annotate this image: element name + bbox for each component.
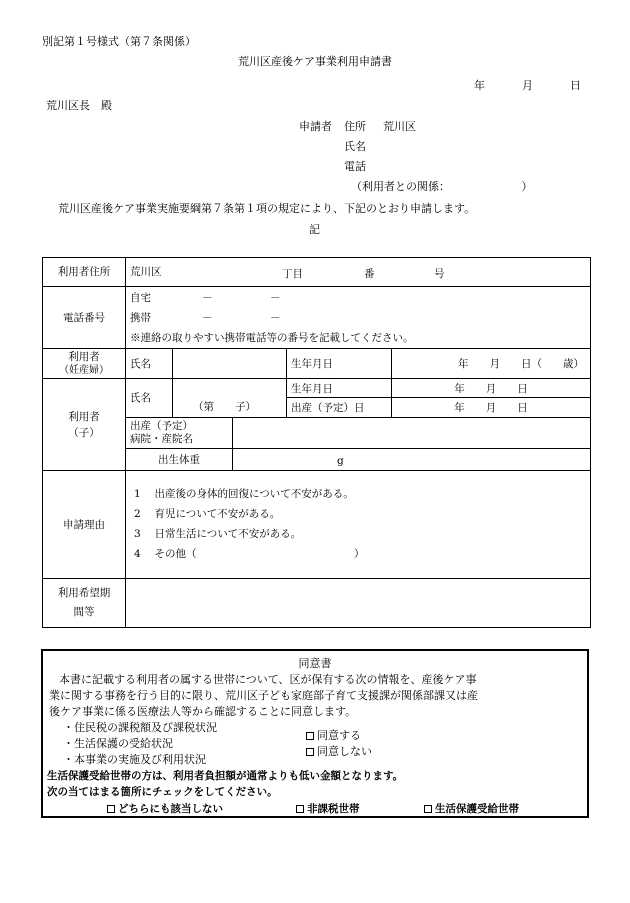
period-label-line2: 間等 (73, 605, 95, 618)
ki-mark: 記 (309, 223, 320, 236)
child-order: （第 子） (193, 400, 256, 413)
address-field[interactable] (126, 258, 591, 287)
mother-name-input[interactable] (173, 349, 287, 379)
option-welfare[interactable] (424, 804, 519, 815)
child-name-label: 氏名 (126, 378, 173, 417)
consent-item-usage: ・本事業の実施及び利用状況 (63, 753, 206, 766)
weight-unit: g (337, 454, 344, 467)
consent-body-3: 後ケア事業に係る医療法人等から確認することに同意します。 (49, 705, 357, 718)
applicant-phone-label: 電話 (344, 160, 366, 173)
form-id: 別記第１号様式（第７条関係） (42, 35, 196, 48)
address-go: 号 (434, 268, 445, 280)
period-label (43, 578, 126, 627)
addressee: 荒川区長 殿 (46, 99, 112, 112)
mother-label-line1: 利用者 (68, 350, 100, 363)
phone-mobile-dash-1: － (202, 312, 213, 325)
phone-field[interactable] (126, 286, 591, 349)
consent-box (41, 649, 589, 818)
option-nontax-label: 非課税世帯 (307, 803, 360, 815)
phone-home-dash-1: － (202, 292, 213, 305)
weight-label: 出生体重 (126, 448, 233, 471)
mother-name-label: 氏名 (126, 349, 173, 379)
date-day: 日 (570, 79, 581, 92)
consent-body-2: 業に関する事務を行う目的に限り、荒川区子ども家庭部子育て支援課が関係部課又は産 (49, 689, 478, 702)
reason-row (43, 471, 591, 579)
child-label-line2: （子） (68, 426, 100, 439)
intro-text: 荒川区産後ケア事業実施要綱第７条第１項の規定により、下記のとおり申請します。 (58, 202, 476, 215)
disagree-option[interactable] (306, 746, 372, 757)
hospital-label (126, 417, 233, 448)
notice-line-2: 次の当てはまる箇所にチェックをしてください。 (47, 786, 278, 798)
application-table (42, 257, 591, 628)
agree-option[interactable] (306, 730, 361, 741)
period-row (43, 578, 591, 627)
consent-item-welfare: ・生活保護の受給状況 (63, 737, 173, 750)
mother-label (43, 349, 126, 379)
date-month: 月 (522, 79, 533, 92)
notice-line-1: 生活保護受給世帯の方は、利用者負担額が通常よりも低い金額となります。 (47, 770, 404, 782)
child-label-line1: 利用者 (68, 410, 100, 423)
option-none[interactable] (107, 804, 223, 815)
phone-home-dash-2: － (270, 292, 281, 305)
child-name-input[interactable] (173, 378, 287, 417)
mother-dob-label: 生年月日 (287, 349, 392, 379)
phone-label: 電話番号 (43, 286, 126, 349)
period-label-line1: 利用希望期 (57, 586, 111, 599)
reason-item-1[interactable]: 1 出産後の身体的回復について不安がある。 (134, 488, 354, 501)
option-welfare-label: 生活保護受給世帯 (435, 803, 519, 815)
option-nontax[interactable] (296, 804, 360, 815)
reason-label: 申請理由 (43, 471, 126, 579)
address-label: 利用者住所 (43, 258, 126, 287)
phone-mobile-dash-2: － (270, 312, 281, 325)
agree-checkbox[interactable] (306, 732, 314, 740)
child-row-1 (43, 378, 591, 397)
child-row-3 (43, 417, 591, 448)
reason-item-2[interactable]: 2 育児について不安がある。 (134, 508, 281, 521)
address-row (43, 258, 591, 287)
option-welfare-checkbox[interactable] (424, 805, 432, 813)
reason-list (126, 471, 591, 579)
mother-dob-input[interactable]: 年 月 日（ 歳） (392, 349, 591, 379)
applicant-name-label: 氏名 (344, 140, 366, 153)
agree-label: 同意する (317, 729, 361, 742)
form-title: 荒川区産後ケア事業利用申請書 (238, 55, 392, 68)
mother-label-line2: （妊産婦） (59, 364, 109, 376)
child-birth-label: 出産（予定）日 (287, 398, 392, 417)
child-label (43, 378, 126, 470)
hospital-input[interactable] (233, 417, 591, 448)
phone-row (43, 286, 591, 349)
address-chome: 丁目 (282, 268, 303, 280)
applicant-address-label: 住所 (344, 120, 366, 133)
option-none-label: どちらにも該当しない (118, 803, 223, 815)
option-none-checkbox[interactable] (107, 805, 115, 813)
hospital-label-line2: 病院・産院名 (130, 432, 193, 445)
child-birth-input[interactable]: 年 月 日 (392, 398, 591, 417)
phone-home-label: 自宅 (130, 292, 151, 305)
consent-title: 同意書 (298, 657, 332, 670)
child-row-4 (43, 448, 591, 471)
date-year: 年 (474, 79, 485, 92)
option-nontax-checkbox[interactable] (296, 805, 304, 813)
child-dob-input[interactable]: 年 月 日 (392, 378, 591, 397)
weight-input[interactable] (233, 448, 591, 471)
address-ban: 番 (364, 268, 375, 280)
applicant-relation: （利用者との関係： ） (351, 180, 533, 193)
applicant-label: 申請者 (299, 120, 332, 133)
hospital-label-line1: 出産（予定） (130, 419, 193, 432)
reason-item-3[interactable]: 3 日常生活について不安がある。 (134, 528, 302, 541)
applicant-address-value: 荒川区 (383, 120, 416, 133)
period-input[interactable] (126, 578, 591, 627)
child-dob-label: 生年月日 (287, 378, 392, 397)
disagree-label: 同意しない (317, 745, 372, 758)
reason-item-4[interactable]: 4 その他（ ） (134, 548, 365, 561)
consent-body-1: 本書に記載する利用者の属する世帯について、区が保有する次の情報を、産後ケア事 (59, 673, 477, 686)
phone-note: ※連絡の取りやすい携帯電話等の番号を記載してください。 (130, 332, 414, 345)
disagree-checkbox[interactable] (306, 748, 314, 756)
mother-row (43, 349, 591, 379)
phone-mobile-label: 携帯 (130, 312, 151, 325)
address-ward: 荒川区 (130, 266, 162, 279)
consent-item-tax: ・住民税の課税額及び課税状況 (63, 721, 217, 734)
